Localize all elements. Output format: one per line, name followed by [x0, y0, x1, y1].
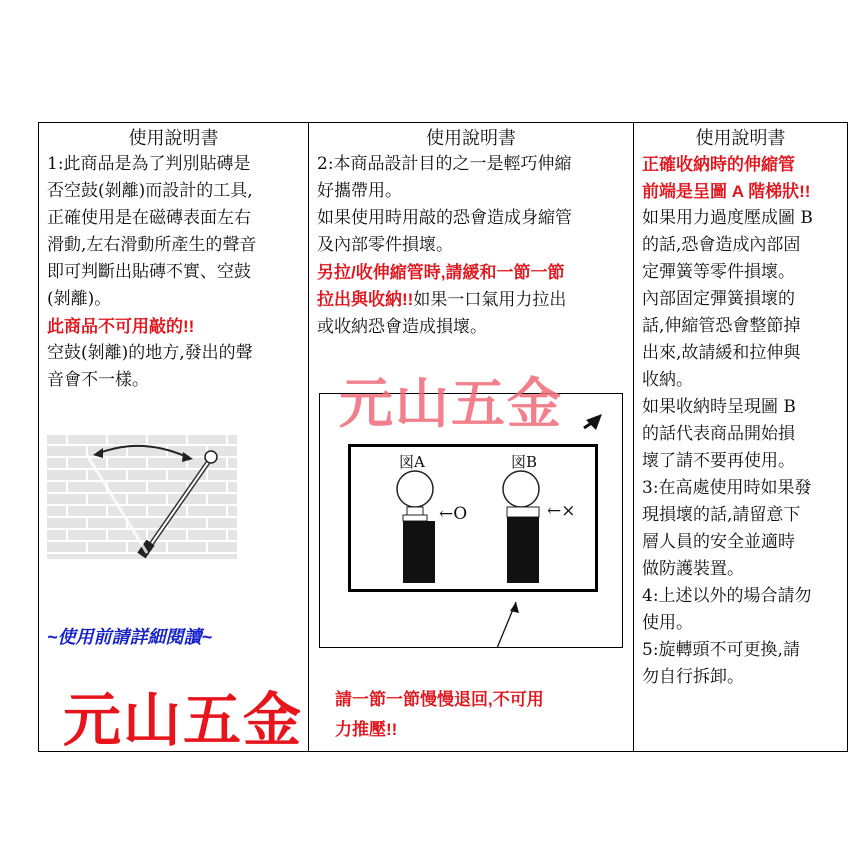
col1-warning: 此商品不可用敲的!!: [47, 317, 195, 336]
col2-line: 如果一口氣用力拉出: [413, 290, 567, 310]
col1-line: 1:此商品是為了判別貼磚是: [47, 154, 251, 174]
mark-correct: ←O: [439, 504, 468, 524]
brand-logo: 元山五金: [63, 688, 304, 753]
col2-title: 使用說明書: [426, 128, 516, 149]
col3-text: [634, 151, 847, 691]
col3-line: 3:在高處使用時如果發: [642, 478, 812, 498]
caption-line: 請一節一節慢慢退回,不可用: [335, 690, 544, 709]
col1-line: 正確使用是在磁磚表面左右: [47, 208, 251, 228]
col3-warning: 前端是呈圖 A 階梯狀!!: [642, 182, 811, 201]
col3-line: 的話代表商品開始損: [642, 424, 795, 444]
col3-line: 壞了請不要再使用。: [642, 451, 795, 471]
col3-line: 現損壞的話,請留意下: [642, 505, 801, 525]
col2-line: 2:本商品設計目的之一是輕巧伸縮: [317, 154, 572, 174]
col3-line: 如果用力過度壓成圖 B: [642, 208, 813, 228]
col3-line: 如果收納時呈現圖 B: [642, 397, 796, 417]
col3-line: 收納。: [642, 370, 693, 390]
mark-incorrect: ←×: [547, 501, 576, 521]
col2-warning: 另拉/收伸縮管時,請緩和一節一節: [317, 263, 565, 282]
figure-a-label: 図A: [399, 453, 425, 471]
col2-line: 及內部零件損壞。: [317, 235, 453, 255]
column-3: [634, 123, 847, 751]
col1-text: [39, 151, 308, 394]
col1-line: (剝離)。: [47, 289, 112, 309]
col3-line: 出來,故請緩和拉伸與: [642, 343, 801, 363]
col1-line: 音會不一樣。: [47, 370, 149, 390]
col3-line: 定彈簧等零件損壞。: [642, 262, 795, 282]
col2-warning-end: 拉出與收納!!: [317, 290, 414, 309]
col3-line: 內部固定彈簧損壞的: [642, 289, 795, 309]
col3-line: 層人員的安全並適時: [642, 532, 795, 552]
retract-caption: [335, 685, 625, 745]
col1-line: 滑動,左右滑動所產生的聲音: [47, 235, 257, 255]
column-1: [39, 123, 309, 751]
col3-line: 使用。: [642, 613, 693, 633]
col1-line: 否空鼓(剝離)而設計的工具,: [47, 181, 253, 201]
instruction-table: [38, 122, 848, 752]
col1-line: 空鼓(剝離)的地方,發出的聲: [47, 343, 253, 363]
col1-title: 使用說明書: [128, 128, 219, 149]
col3-title: 使用說明書: [695, 128, 786, 149]
figure-b-label: 図B: [511, 453, 538, 471]
read-before-use-note: ~使用前請詳細閱讀~: [47, 627, 213, 647]
brand-watermark: 元山五金: [339, 374, 563, 434]
col3-line: 做防護裝置。: [642, 559, 744, 579]
brick-wall-illustration: [47, 435, 237, 559]
col2-line: 如果使用時用敲的恐會造成身縮管: [317, 208, 572, 228]
col2-text: [309, 151, 633, 341]
col2-line: 好攜帶用。: [317, 181, 402, 201]
col3-warning: 正確收納時的伸縮管: [642, 155, 795, 174]
col3-line: 5:旋轉頭不可更換,請: [642, 640, 800, 660]
caption-line: 力推壓!!: [335, 720, 398, 739]
col3-line: 4:上述以外的場合請勿: [642, 586, 812, 606]
column-2: [309, 123, 634, 751]
col3-line: 的話,恐會造成內部固: [642, 235, 801, 255]
col2-line: 或收納恐會造成損壞。: [317, 317, 487, 337]
col3-line: 話,伸縮管恐會整節掉: [642, 316, 801, 336]
col1-line: 即可判斷出貼磚不實、空鼓: [47, 262, 251, 282]
col3-line: 勿自行拆卸。: [642, 667, 744, 687]
